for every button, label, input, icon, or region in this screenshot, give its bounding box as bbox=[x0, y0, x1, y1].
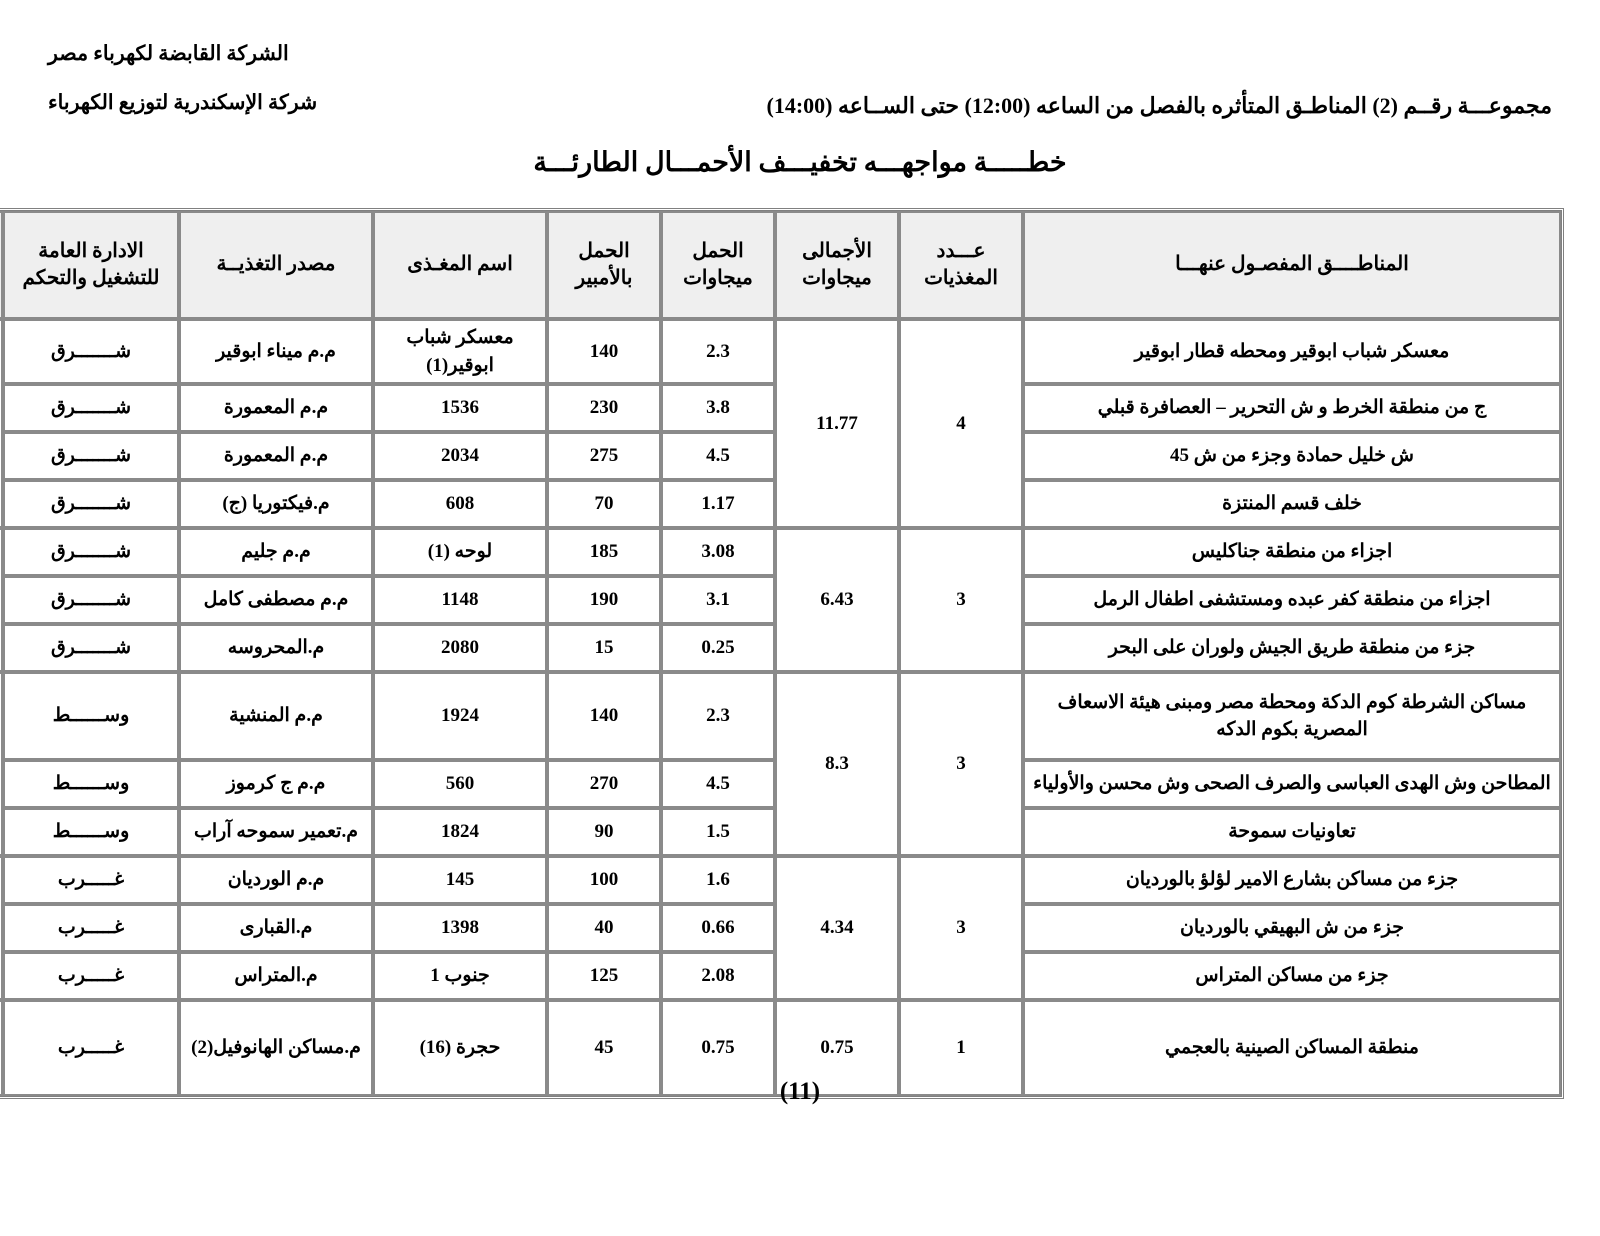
cell-areas: خلف قسم المنتزة bbox=[1023, 480, 1561, 528]
cell-administration: شـــــــرق bbox=[3, 528, 179, 576]
cell-areas: اجزاء من منطقة كفر عبده ومستشفى اطفال الرمل bbox=[1023, 576, 1561, 624]
cell-feeder-name: 1824 bbox=[373, 808, 547, 856]
cell-administration: وســــــط bbox=[3, 760, 179, 808]
table-container bbox=[22, 208, 1564, 1099]
column-header-areas: المناطــــق المفصـول عنهـــا bbox=[1023, 211, 1561, 319]
column-header-administration bbox=[3, 211, 179, 319]
cell-feeder-name: 560 bbox=[373, 760, 547, 808]
column-header-sector bbox=[0, 211, 3, 319]
cell-total-mw: 6.43 bbox=[775, 528, 899, 672]
alexandria-company-name: شركة الإسكندرية لتوزيع الكهرباء bbox=[48, 91, 318, 114]
cell-load-mw: 2.3 bbox=[661, 319, 775, 384]
cell-administration: غـــــرب bbox=[3, 952, 179, 1000]
cell-load-mw: 0.66 bbox=[661, 904, 775, 952]
table-row bbox=[0, 319, 1561, 384]
cell-supply-source: م.تعمير سموحه آراب bbox=[179, 808, 373, 856]
cell-administration: شـــــــرق bbox=[3, 576, 179, 624]
cell-administration: شـــــــرق bbox=[3, 432, 179, 480]
cell-administration: وســــــط bbox=[3, 672, 179, 760]
group-subtitle: مجموعـــة رقــم (2) المناطـق المتأثره بالفصل من الساعه (12:00) حتى الســاعه (14:00) bbox=[766, 92, 1552, 118]
cell-load-amp: 140 bbox=[547, 319, 661, 384]
column-header-load-amp-line2: بالأمبير bbox=[575, 266, 633, 289]
page-number: (11) bbox=[779, 1078, 821, 1105]
cell-load-amp: 45 bbox=[547, 1000, 661, 1096]
table-body bbox=[0, 319, 1561, 1096]
cell-load-mw: 4.5 bbox=[661, 760, 775, 808]
cell-load-amp: 15 bbox=[547, 624, 661, 672]
column-header-total-mw-line1: الأجمالى bbox=[802, 239, 872, 262]
cell-feeder-name: 1536 bbox=[373, 384, 547, 432]
cell-areas: جزء من مساكن بشارع الامير لؤلؤ بالورديان bbox=[1023, 856, 1561, 904]
cell-load-amp: 190 bbox=[547, 576, 661, 624]
cell-load-mw: 2.3 bbox=[661, 672, 775, 760]
cell-feeder-count: 4 bbox=[899, 319, 1023, 528]
cell-load-amp: 275 bbox=[547, 432, 661, 480]
cell-administration: شـــــــرق bbox=[3, 624, 179, 672]
cell-feeder-name: معسكر شباب ابوقير(1) bbox=[373, 319, 547, 384]
cell-feeder-count: 3 bbox=[899, 528, 1023, 672]
cell-areas: تعاونيات سموحة bbox=[1023, 808, 1561, 856]
cell-feeder-count: 3 bbox=[899, 856, 1023, 1000]
cell-feeder-count: 3 bbox=[899, 672, 1023, 856]
holding-company-name: الشركة القابضة لكهرباء مصر bbox=[48, 43, 289, 65]
cell-feeder-count: 1 bbox=[899, 1000, 1023, 1096]
cell-areas: ج من منطقة الخرط و ش التحرير – العصافرة قبلي bbox=[1023, 384, 1561, 432]
column-header-total-mw-line2: ميجاوات bbox=[802, 266, 872, 289]
cell-feeder-name: حجرة (16) bbox=[373, 1000, 547, 1096]
column-header-load-mw-line2: ميجاوات bbox=[683, 266, 753, 289]
cell-areas: جزء من مساكن المتراس bbox=[1023, 952, 1561, 1000]
header-row-second bbox=[0, 67, 1600, 119]
cell-administration: غـــــرب bbox=[3, 1000, 179, 1096]
cell-load-amp: 70 bbox=[547, 480, 661, 528]
cell-supply-source: م.م المعمورة bbox=[179, 432, 373, 480]
cell-total-mw: 0.75 bbox=[775, 1000, 899, 1096]
cell-feeder-name: 2034 bbox=[373, 432, 547, 480]
cell-areas: اجزاء من منطقة جناكليس bbox=[1023, 528, 1561, 576]
column-header-load-amp-line1: الحمل bbox=[578, 239, 630, 262]
cell-areas: منطقة المساكن الصينية بالعجمي bbox=[1023, 1000, 1561, 1096]
cell-load-amp: 270 bbox=[547, 760, 661, 808]
cell-supply-source: م.م جليم bbox=[179, 528, 373, 576]
cell-supply-source: م.مساكن الهانوفيل(2) bbox=[179, 1000, 373, 1096]
cell-areas: جزء من منطقة طريق الجيش ولوران على البحر bbox=[1023, 624, 1561, 672]
cell-supply-source: م.المحروسه bbox=[179, 624, 373, 672]
cell-load-mw: 1.17 bbox=[661, 480, 775, 528]
cell-administration: غـــــرب bbox=[3, 856, 179, 904]
cell-load-mw: 0.75 bbox=[661, 1000, 775, 1096]
header-row-top bbox=[0, 0, 1600, 67]
cell-load-amp: 185 bbox=[547, 528, 661, 576]
cell-load-mw: 0.25 bbox=[661, 624, 775, 672]
cell-load-mw: 4.5 bbox=[661, 432, 775, 480]
column-header-feeder-count-line1: عـــدد bbox=[936, 239, 986, 262]
cell-load-mw: 3.08 bbox=[661, 528, 775, 576]
cell-areas: مساكن الشرطة كوم الدكة ومحطة مصر ومبنى هيئة الاسعاف المصرية بكوم الدكه bbox=[1023, 672, 1561, 760]
cell-load-mw: 1.5 bbox=[661, 808, 775, 856]
table-header-row bbox=[0, 211, 1561, 319]
table-row bbox=[0, 856, 1561, 904]
cell-supply-source: م.م مصطفى كامل bbox=[179, 576, 373, 624]
column-header-supply-source: مصدر التغذيــة bbox=[179, 211, 373, 319]
cell-load-amp: 140 bbox=[547, 672, 661, 760]
cell-feeder-name: 1924 bbox=[373, 672, 547, 760]
column-header-feeder-count bbox=[899, 211, 1023, 319]
column-header-administration-line2: للتشغيل والتحكم bbox=[22, 266, 160, 289]
cell-feeder-name: 1148 bbox=[373, 576, 547, 624]
cell-administration: شـــــــرق bbox=[3, 480, 179, 528]
cell-areas: جزء من ش البهيقي بالورديان bbox=[1023, 904, 1561, 952]
cell-supply-source: م.م المعمورة bbox=[179, 384, 373, 432]
cell-administration: شـــــــرق bbox=[3, 319, 179, 384]
cell-administration: شـــــــرق bbox=[3, 384, 179, 432]
table-row bbox=[0, 672, 1561, 760]
cell-total-mw: 11.77 bbox=[775, 319, 899, 528]
cell-feeder-name: 608 bbox=[373, 480, 547, 528]
cell-load-amp: 40 bbox=[547, 904, 661, 952]
cell-load-mw: 3.1 bbox=[661, 576, 775, 624]
cell-areas: المطاحن وش الهدى العباسى والصرف الصحى وش محسن والأولياء bbox=[1023, 760, 1561, 808]
cell-feeder-name: 1398 bbox=[373, 904, 547, 952]
column-header-administration-line1: الادارة العامة bbox=[38, 239, 144, 262]
cell-areas: ش خليل حمادة وجزء من ش 45 bbox=[1023, 432, 1561, 480]
table-header bbox=[0, 211, 1561, 319]
cell-areas: معسكر شباب ابوقير ومحطه قطار ابوقير bbox=[1023, 319, 1561, 384]
table-row bbox=[0, 528, 1561, 576]
cell-supply-source: م.القبارى bbox=[179, 904, 373, 952]
cell-load-amp: 90 bbox=[547, 808, 661, 856]
cell-total-mw: 8.3 bbox=[775, 672, 899, 856]
cell-feeder-name: 2080 bbox=[373, 624, 547, 672]
cell-administration: غـــــرب bbox=[3, 904, 179, 952]
column-header-feeder-name: اسم المغـذى bbox=[373, 211, 547, 319]
load-shedding-table bbox=[0, 208, 1564, 1099]
column-header-load-mw bbox=[661, 211, 775, 319]
cell-load-mw: 2.08 bbox=[661, 952, 775, 1000]
cell-supply-source: م.م المنشية bbox=[179, 672, 373, 760]
cell-supply-source: م.فيكتوريا (ج) bbox=[179, 480, 373, 528]
cell-supply-source: م.م الورديان bbox=[179, 856, 373, 904]
cell-feeder-name: جنوب 1 bbox=[373, 952, 547, 1000]
cell-feeder-name: 145 bbox=[373, 856, 547, 904]
column-header-total-mw bbox=[775, 211, 899, 319]
cell-supply-source: م.م ج كرموز bbox=[179, 760, 373, 808]
cell-load-mw: 1.6 bbox=[661, 856, 775, 904]
cell-total-mw: 4.34 bbox=[775, 856, 899, 1000]
cell-load-amp: 100 bbox=[547, 856, 661, 904]
cell-load-amp: 230 bbox=[547, 384, 661, 432]
cell-feeder-name: لوحه (1) bbox=[373, 528, 547, 576]
column-header-load-mw-line1: الحمل bbox=[692, 239, 744, 262]
cell-administration: وســــــط bbox=[3, 808, 179, 856]
cell-load-amp: 125 bbox=[547, 952, 661, 1000]
column-header-load-amp bbox=[547, 211, 661, 319]
cell-supply-source: م.م ميناء ابوقير bbox=[179, 319, 373, 384]
cell-load-mw: 3.8 bbox=[661, 384, 775, 432]
page-title: خطـــــة مواجهـــه تخفيـــف الأحمـــال الطارئـــة bbox=[533, 146, 1067, 177]
cell-supply-source: م.المتراس bbox=[179, 952, 373, 1000]
column-header-feeder-count-line2: المغذيات bbox=[924, 266, 998, 289]
